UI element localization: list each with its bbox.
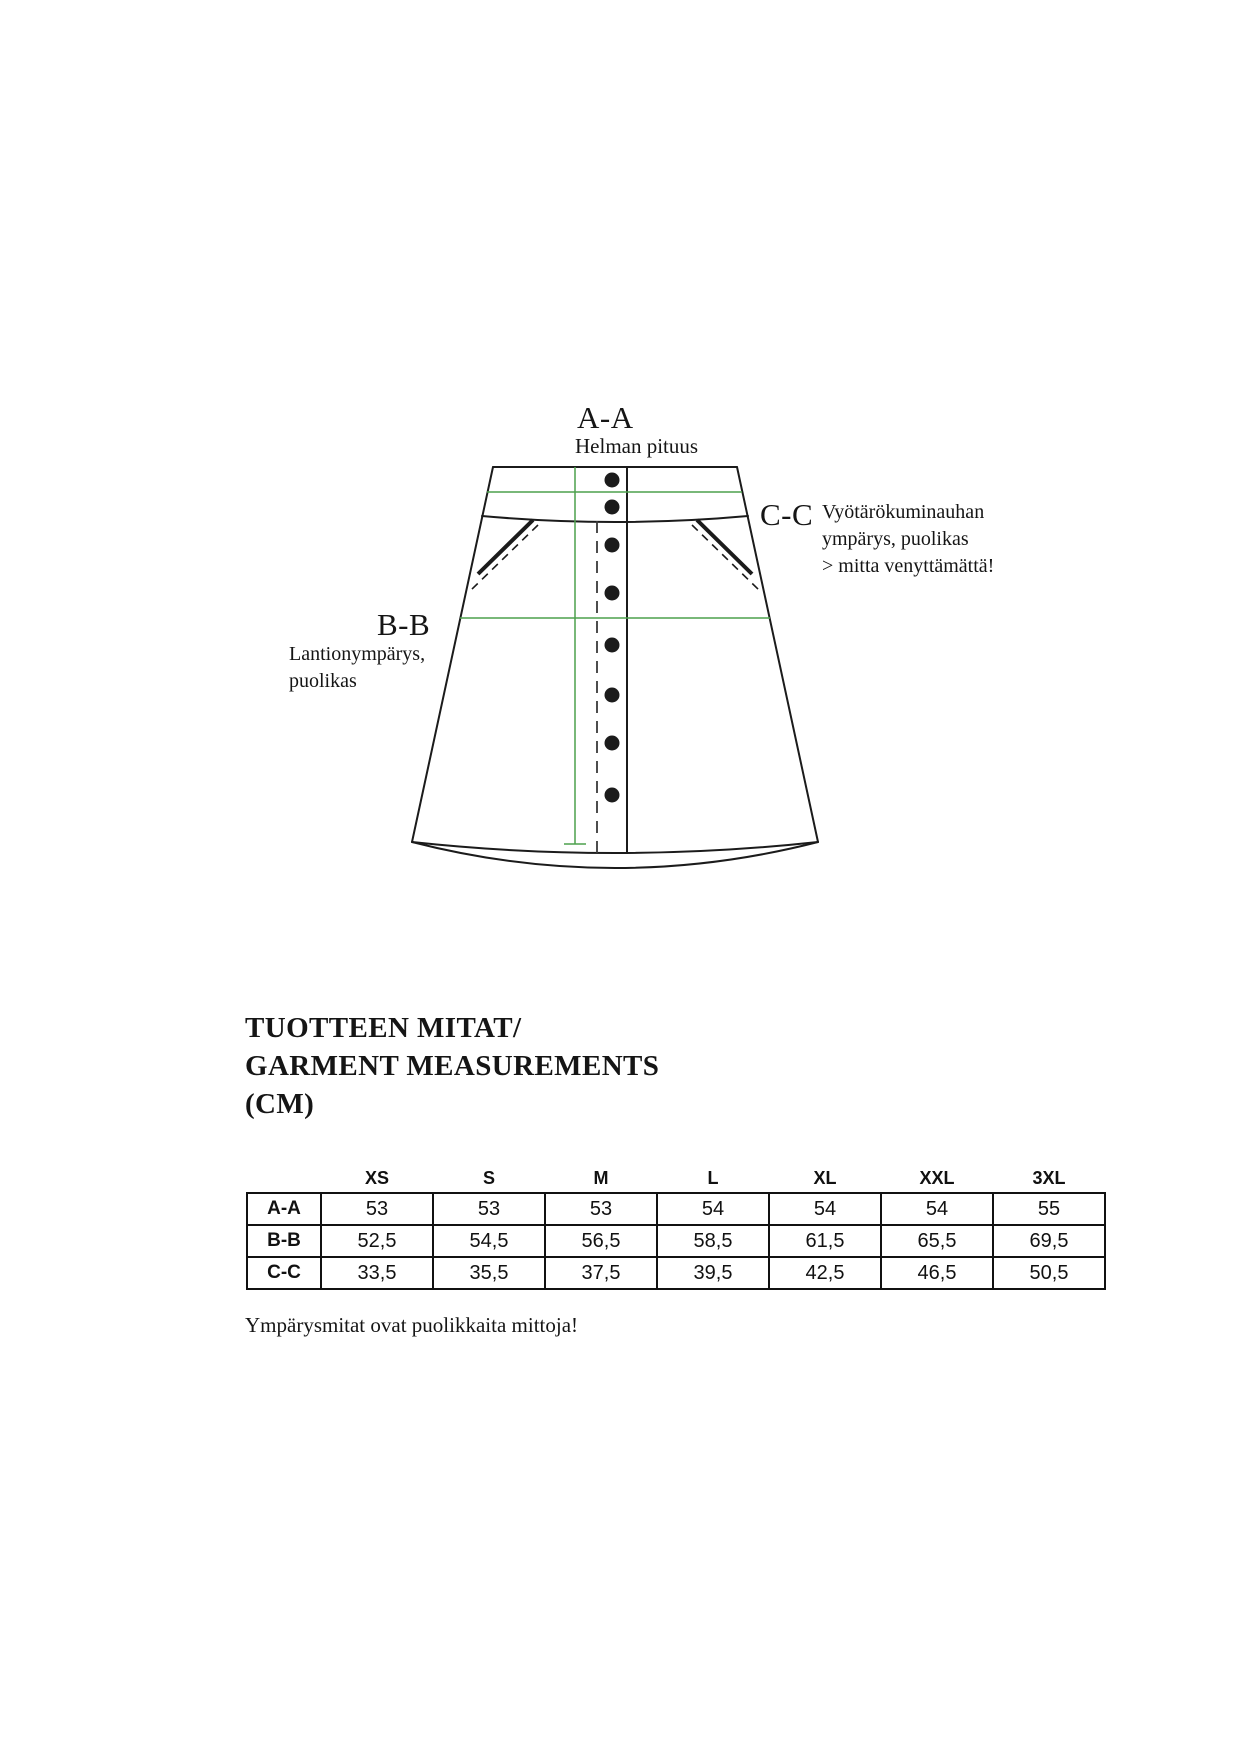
measurement-cell: 50,5 — [993, 1257, 1105, 1289]
measurement-cell: 56,5 — [545, 1225, 657, 1257]
measurement-cell: 65,5 — [881, 1225, 993, 1257]
size-column-header: L — [707, 1168, 719, 1188]
table-row — [247, 1225, 1105, 1257]
waistband-seam — [482, 516, 748, 522]
footnote: Ympärysmitat ovat puolikkaita mittoja! — [245, 1313, 579, 1337]
measure-desc-aa: Helman pituus — [575, 434, 699, 458]
button-dot — [605, 586, 620, 601]
measure-desc-cc — [822, 499, 994, 580]
size-column-header: XS — [364, 1168, 389, 1188]
measurement-cell: 54,5 — [433, 1225, 545, 1257]
corner-cell — [247, 1162, 321, 1193]
right-pocket-stitch-dashed — [692, 525, 760, 591]
measure-desc-bb-line1: Lantionympärys, — [289, 643, 426, 665]
measure-desc-bb — [289, 641, 425, 695]
measurement-cell: 39,5 — [657, 1257, 769, 1289]
button-dot — [605, 500, 620, 515]
measurement-cell: 52,5 — [321, 1225, 433, 1257]
page-title-line3: (CM) — [245, 1088, 315, 1120]
left-pocket-opening — [478, 520, 533, 574]
page-title-line2: GARMENT MEASUREMENTS — [245, 1050, 660, 1082]
hem-curve-inner — [412, 842, 818, 868]
measurement-cell: 33,5 — [321, 1257, 433, 1289]
button-dot — [605, 688, 620, 703]
button-dot — [605, 473, 620, 488]
page-title-line1: TUOTTEEN MITAT/ — [245, 1012, 522, 1044]
measure-desc-cc-line3: > mitta venyttämättä! — [822, 555, 995, 577]
measure-desc-cc-line2: ympärys, puolikas — [822, 528, 969, 550]
measurement-cell: 53 — [433, 1193, 545, 1225]
measure-desc-bb-line2: puolikas — [289, 670, 357, 692]
measurement-cell: 69,5 — [993, 1225, 1105, 1257]
table-row — [247, 1193, 1105, 1225]
page-title — [245, 1009, 659, 1123]
right-pocket-opening — [697, 520, 752, 574]
row-label: C-C — [247, 1257, 321, 1289]
measure-label-bb: B-B — [377, 607, 431, 642]
measurement-cell: 54 — [881, 1193, 993, 1225]
size-column-header: S — [482, 1168, 495, 1188]
measure-desc-cc-line1: Vyötärökuminauhan — [822, 501, 985, 523]
hem-curve-outer — [412, 842, 818, 853]
measurement-cell: 53 — [321, 1193, 433, 1225]
measurement-cell: 54 — [657, 1193, 769, 1225]
measurement-cell: 46,5 — [881, 1257, 993, 1289]
measurement-cell: 37,5 — [545, 1257, 657, 1289]
size-header-row — [247, 1162, 1105, 1193]
measurement-cell: 42,5 — [769, 1257, 881, 1289]
measurement-cell: 61,5 — [769, 1225, 881, 1257]
measurement-cell: 35,5 — [433, 1257, 545, 1289]
row-label: B-B — [247, 1225, 321, 1257]
table-row — [247, 1257, 1105, 1289]
measurement-cell: 58,5 — [657, 1225, 769, 1257]
size-column-header: XXL — [919, 1168, 955, 1188]
size-column-header: 3XL — [1032, 1168, 1066, 1188]
button-dot — [605, 538, 620, 553]
row-label: A-A — [247, 1193, 321, 1225]
measurement-cell: 53 — [545, 1193, 657, 1225]
measurement-cell: 54 — [769, 1193, 881, 1225]
button-dot — [605, 638, 620, 653]
measurement-cell: 55 — [993, 1193, 1105, 1225]
measure-label-aa: A-A — [577, 400, 634, 435]
size-column-header: M — [593, 1168, 609, 1188]
measurement-table — [246, 1162, 1106, 1290]
button-dot — [605, 788, 620, 803]
button-dot — [605, 736, 620, 751]
left-pocket-stitch-dashed — [470, 525, 538, 591]
measure-label-cc: C-C — [760, 497, 814, 532]
size-column-header: XL — [813, 1168, 837, 1188]
